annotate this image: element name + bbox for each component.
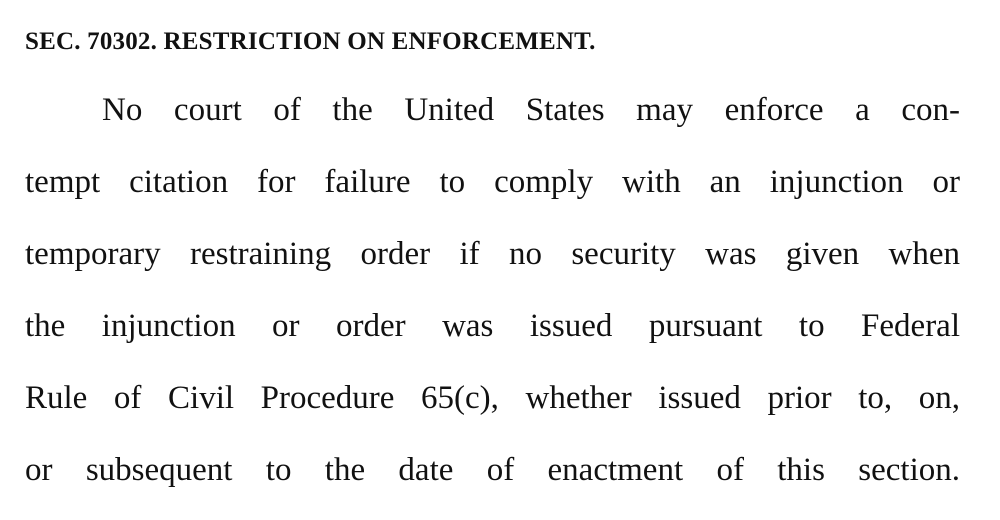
body-line: temporary restraining order if no security was given when bbox=[25, 236, 960, 272]
section-heading: SEC. 70302. RESTRICTION ON ENFORCEMENT. bbox=[25, 28, 596, 55]
body-line: or subsequent to the date of enactment of this section. bbox=[25, 452, 960, 488]
section-body bbox=[25, 88, 960, 520]
body-line: Rule of Civil Procedure 65(c), whether issued prior to, on, bbox=[25, 380, 960, 416]
body-line: tempt citation for failure to comply with an injunction or bbox=[25, 164, 960, 200]
body-line: No court of the United States may enforce a con- bbox=[102, 92, 960, 128]
body-line: the injunction or order was issued pursuant to Federal bbox=[25, 308, 960, 344]
